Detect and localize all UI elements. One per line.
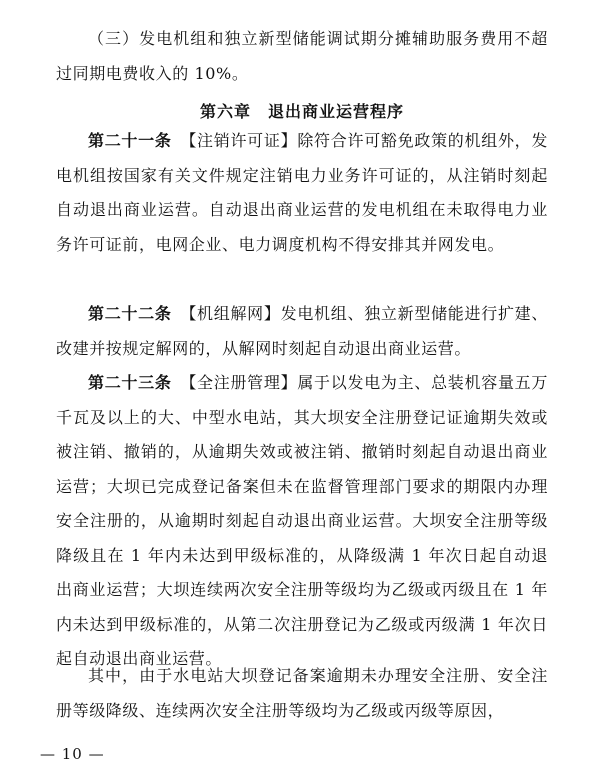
article-21-paragraph: [56, 124, 548, 262]
article-21-text: 【注销许可证】除符合许可豁免政策的机组外，发电机组按国家有关文件规定注销电力业务许可证的，从注销时刻起自动退出商业运营。自动退出商业运营的发电机组在未取得电力业务许可证前，电网企业、电力调度机构不得安排其并网发电。: [56, 131, 548, 254]
article-21-number: 第二十一条: [88, 131, 172, 150]
page-number: — 10 —: [40, 745, 105, 763]
article-23-text: 【全注册管理】属于以发电为主、总装机容量五万千瓦及以上的大、中型水电站，其大坝安全注册登记证逾期失效或被注销、撤销的，从逾期失效或被注销、撤销时刻起自动退出商业运营；大坝已完成登记备案但未在监督管理部门要求的期限内办理安全注册的，从逾期时刻起自动退出商业运营。大坝安全注册等级降级且在 1 年内未达到甲级标准的，从降级满 1 年次日起自动退出商业运营；大坝连续两次安全注册等级均为乙级或丙级且在 1 年内未达到甲级标准的，从第二次注册登记为乙级或丙级满 1 年次日起自动退出商业运营。: [56, 373, 548, 668]
article-23-paragraph: [56, 366, 548, 677]
article-23-number: 第二十三条: [88, 373, 172, 392]
article-22-text: 【机组解网】发电机组、独立新型储能进行扩建、改建并按规定解网的，从解网时刻起自动退出商业运营。: [56, 304, 548, 358]
clause-3-paragraph: （三）发电机组和独立新型储能调试期分摊辅助服务费用不超过同期电费收入的 10%。: [56, 29, 548, 83]
last-paragraph: 其中，由于水电站大坝登记备案逾期未办理安全注册、安全注册等级降级、连续两次安全注册等级均为乙级或丙级等原因，: [56, 666, 548, 720]
article-22-paragraph: [56, 297, 548, 366]
chapter-heading: 第六章 退出商业运营程序: [199, 102, 404, 121]
article-22-number: 第二十二条: [88, 304, 172, 323]
